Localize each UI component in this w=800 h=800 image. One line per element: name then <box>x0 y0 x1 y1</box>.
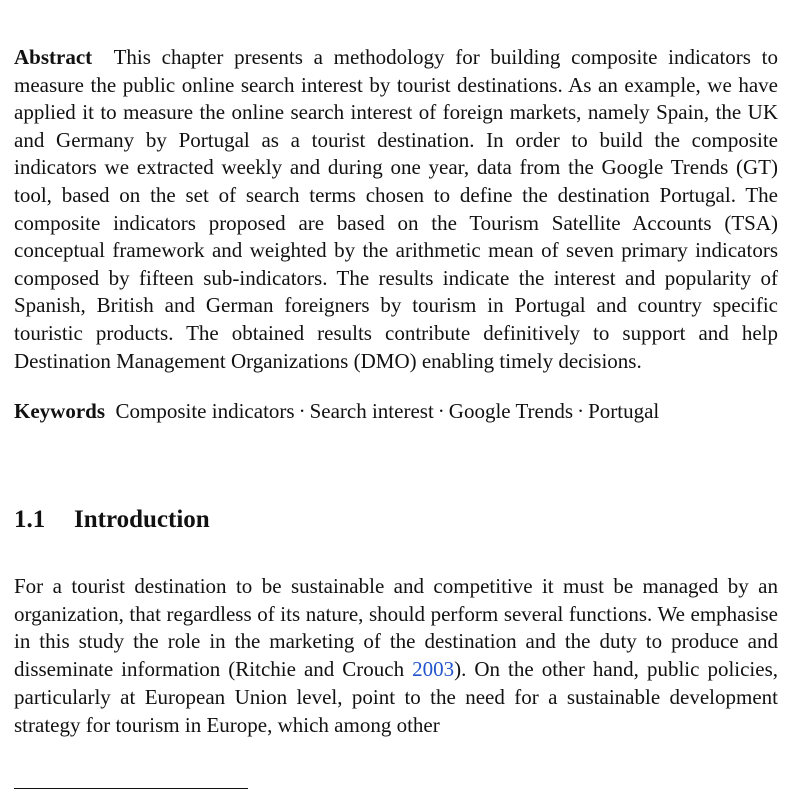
keyword-separator: · <box>298 399 306 424</box>
abstract-label: Abstract <box>14 45 93 69</box>
section-title: Introduction <box>74 505 210 533</box>
page-content <box>14 44 778 740</box>
section-number: 1.1 <box>14 505 46 533</box>
keyword-item: Portugal <box>588 399 660 424</box>
keywords-line <box>14 398 778 426</box>
footnote-rule <box>14 788 248 789</box>
abstract-text: This chapter presents a methodology for building composite indicators to measure the public online search interest by tourist destinations. As an example, we have applied it to measure the online search interest of foreign markets, namely Spain, the UK and Germany by Portugal as a tourist destination. In order to build the composite indicators we extracted weekly and during one year, data from the Google Trends (GT) tool, based on the set of search terms chosen to define the destination Portugal. The composite indicators proposed are based on the Tourism Satellite Accounts (TSA) conceptual framework and weighted by the arithmetic mean of seven primary indicators composed by fifteen sub-indicators. The results indicate the interest and popularity of Spanish, British and German foreigners by tourism in Portugal and country specific touristic products. The obtained results contribute definitively to support and help Destination Management Organizations (DMO) enabling timely decisions. <box>14 45 778 373</box>
section-heading <box>14 505 778 535</box>
keyword-item: Composite indicators <box>115 399 295 424</box>
abstract-paragraph <box>14 44 778 375</box>
keyword-separator: · <box>437 399 445 424</box>
keyword-item: Google Trends <box>448 399 574 424</box>
introduction-paragraph <box>14 573 778 740</box>
intro-text-before: For a tourist destination to be sustainable and competitive it must be managed by an organization, that regardless of its nature, should perform several functions. We emphasise in this study the role in the marketing of the destination and the duty to produce and disseminate information (Ritchie and Crouch <box>14 573 778 682</box>
keyword-item: Search interest <box>309 399 434 424</box>
keywords-label: Keywords <box>14 399 105 424</box>
intro-text-after: ). On the other hand, public policies, particularly at European Union level, point to the need for a sustainable development strategy for tourism in Europe, which among other <box>14 657 779 737</box>
keyword-separator: · <box>577 399 585 424</box>
citation-link[interactable]: 2003 <box>412 657 455 682</box>
